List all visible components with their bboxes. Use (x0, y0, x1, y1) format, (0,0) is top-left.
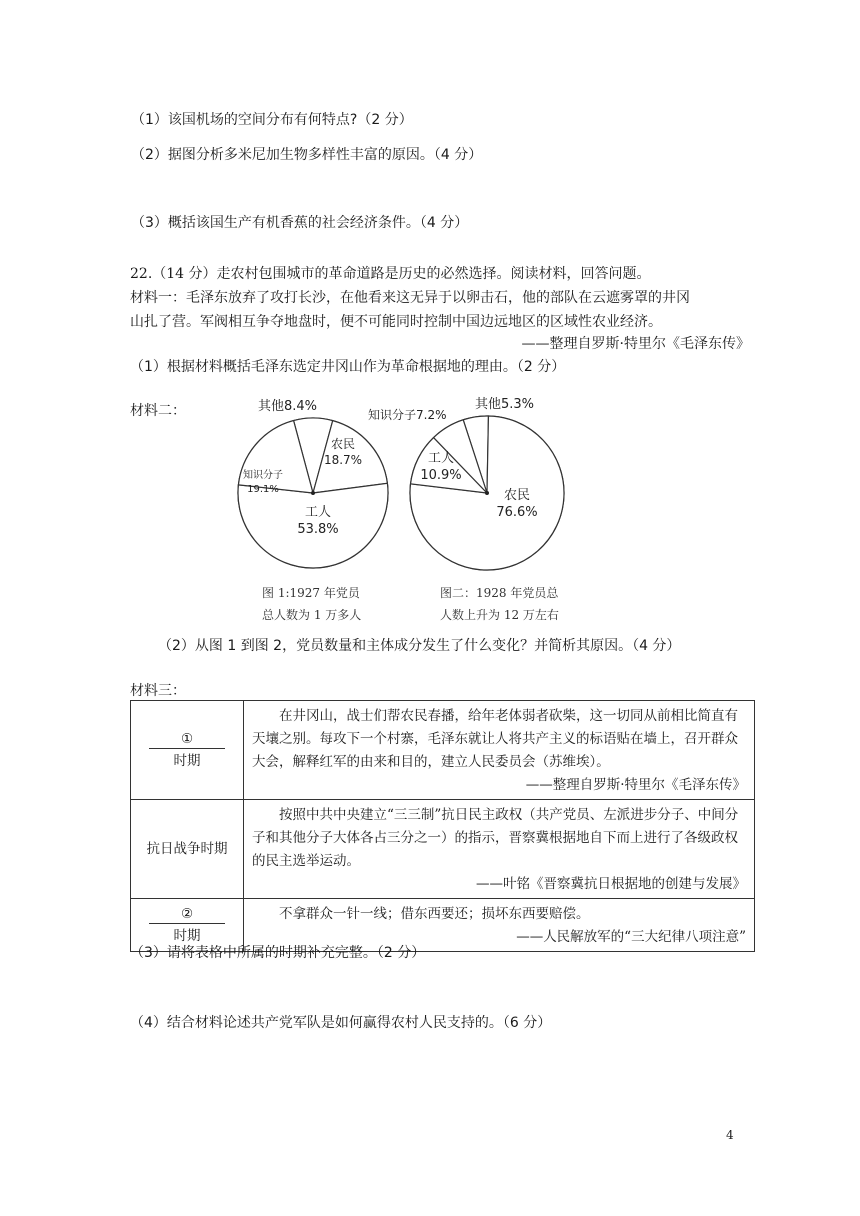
material-1-source: ——整理自罗斯·特里尔《毛泽东传》 (521, 336, 750, 352)
chart-1-caption-line-1: 图 1:1927 年党员 (262, 586, 360, 600)
page-number: 4 (726, 1128, 734, 1142)
row-text: 按照中共中央建立“三三制”抗日民主政权（共产党员、左派进步分子、中间分子和其他分子大体各占三分之一）的指示，晋察冀根据地自下而上进行了各级政权的民主选举运动。 (252, 807, 739, 869)
pie-label-知识分子: 知识分子7.2% (368, 408, 447, 422)
table-row (131, 701, 755, 800)
material-3-label: 材料三： (130, 683, 186, 699)
question-21-2: （2）据图分析多米尼加生物多样性丰富的原因。（4 分） (131, 147, 483, 163)
material-3-table (130, 700, 755, 952)
question-22-header: 22.（14 分）走农村包围城市的革命道路是历史的必然选择。阅读材料，回答问题。 (130, 266, 651, 282)
pie-value-label-知识分子: 19.1% (247, 484, 279, 495)
pie-center (485, 491, 489, 495)
table-row (131, 800, 755, 899)
pie-chart-1928 (368, 390, 580, 570)
question-22-4: （4）结合材料论述共产党军队是如何赢得农村人民支持的。（6 分） (130, 1015, 552, 1031)
pie-label-农民: 农民 (330, 437, 356, 451)
material-3-jinchaji (244, 800, 755, 899)
row-source: ——叶铭《晋察冀抗日根据地的创建与发展》 (476, 876, 746, 892)
pie-value-label-农民: 76.6% (496, 505, 538, 520)
pie-label-知识分子: 知识分子 (243, 470, 283, 481)
material-2-label: 材料二： (130, 403, 186, 419)
period-cell-blank-1 (131, 701, 244, 800)
pie-center (311, 491, 315, 495)
period-suffix: 时期 (173, 753, 201, 769)
row-source: ——人民解放军的“三大纪律八项注意” (516, 929, 746, 945)
pie-label-其他: 其他8.4% (258, 399, 318, 414)
pie-label-工人: 工人 (427, 451, 455, 466)
period-suffix: 时期 (173, 928, 201, 944)
material-1-line-2: 山扎了营。军阀相互争夺地盘时，便不可能同时控制中国边远地区的区域性农业经济。 (130, 314, 662, 330)
pie-label-农民: 农民 (503, 488, 531, 503)
question-22-1: （1）根据材料概括毛泽东选定井冈山作为革命根据地的理由。（2 分） (130, 359, 566, 375)
answer-blank-2[interactable]: ② (149, 905, 225, 924)
answer-blank-1[interactable]: ① (149, 730, 225, 749)
pie-label-工人: 工人 (304, 505, 332, 520)
chart-2-caption-line-2: 人数上升为 12 万左右 (440, 608, 559, 622)
material-1-line-1: 材料一：毛泽东放弃了攻打长沙，在他看来这无异于以卵击石，他的部队在云遮雾罩的井冈 (130, 290, 690, 306)
pie-value-label-工人: 53.8% (297, 522, 339, 537)
pie-value-label-工人: 10.9% (420, 468, 462, 483)
chart-1-caption-line-2: 总人数为 1 万多人 (262, 608, 362, 622)
material-3-jinggangshan (244, 701, 755, 800)
row-text: 在井冈山，战士们帮农民春播，给年老体弱者砍柴，这一切同从前相比简直有天壤之别。每攻下一个村寨，毛泽东就让人将共产主义的标语贴在墙上，召开群众大会，解释红军的由来和目的，建立人民委员会（苏维埃）。 (252, 708, 738, 770)
period-cell-anti-japanese: 抗日战争时期 (131, 800, 244, 899)
row-text: 不拿群众一针一线；借东西要还；损坏东西要赔偿。 (279, 906, 590, 922)
chart-2-caption-line-1: 图二：1928 年党员总 (440, 586, 559, 600)
row-source: ——整理自罗斯·特里尔《毛泽东传》 (525, 777, 746, 793)
question-22-3: （3）请将表格中所属的时期补充完整。（2 分） (130, 945, 426, 961)
question-22-2: （2）从图 1 到图 2，党员数量和主体成分发生了什么变化？并简析其原因。（4 分） (158, 638, 681, 654)
question-21-3: （3）概括该国生产有机香蕉的社会经济条件。（4 分） (131, 215, 469, 231)
question-21-1: （1）该国机场的空间分布有何特点?（2 分） (131, 112, 413, 128)
pie-value-label-农民: 18.7% (323, 453, 363, 467)
pie-label-其他: 其他5.3% (475, 397, 535, 412)
